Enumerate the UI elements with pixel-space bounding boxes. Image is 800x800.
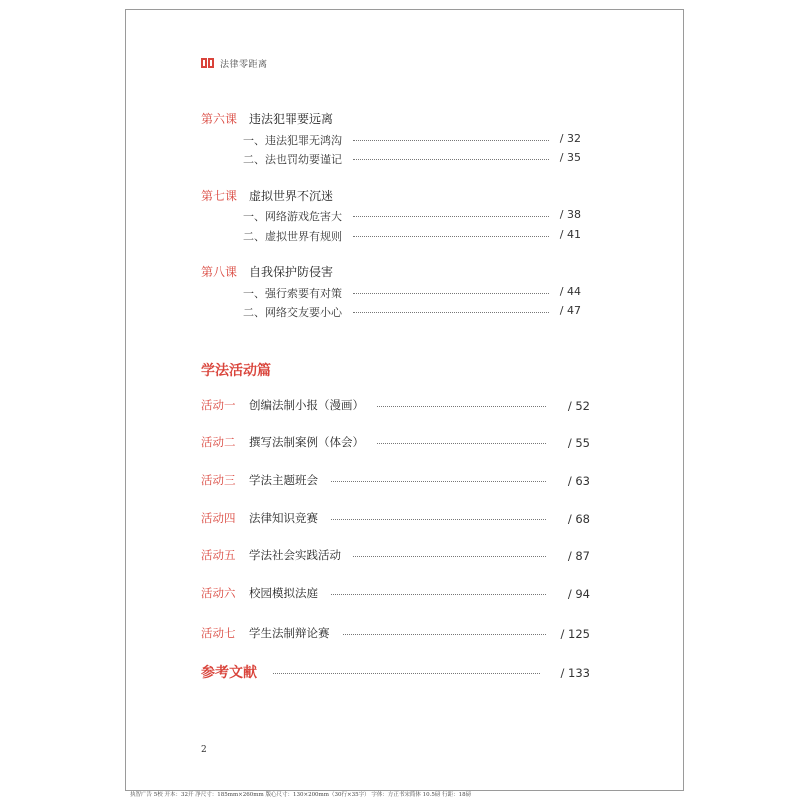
toc-entry[interactable] [243, 304, 581, 320]
activity-entry[interactable] [201, 625, 590, 643]
dot-leader [273, 673, 540, 674]
lesson-number: 第六课 [201, 112, 238, 126]
entry-page: / 35 [559, 151, 581, 164]
activity-number: 活动一 [201, 398, 236, 412]
page-number: 2 [201, 745, 207, 755]
entry-title: 二、虚拟世界有规则 [243, 230, 342, 243]
entry-page: / 47 [559, 304, 581, 317]
activity-title: 学法主题班会 [249, 473, 318, 487]
dot-leader [343, 634, 546, 635]
lesson-title: 自我保护防侵害 [249, 265, 334, 279]
activity-entry[interactable] [201, 472, 590, 490]
lesson-title: 违法犯罪要远离 [249, 112, 334, 126]
section-title: 学法活动篇 [201, 363, 271, 379]
toc-entry[interactable] [243, 151, 581, 167]
references-entry[interactable] [201, 662, 590, 684]
activity-page: / 125 [560, 627, 590, 641]
running-header [201, 56, 268, 70]
dot-leader [353, 159, 549, 160]
activity-page: / 55 [567, 436, 590, 450]
activity-entry[interactable] [201, 585, 590, 603]
dot-leader [353, 236, 549, 237]
activity-page: / 87 [567, 549, 590, 563]
entry-title: 一、强行索要有对策 [243, 287, 342, 300]
activity-page: / 94 [567, 587, 590, 601]
dot-leader [353, 556, 546, 557]
activity-page: / 63 [567, 474, 590, 488]
lesson-heading[interactable] [201, 263, 333, 280]
dot-leader [353, 312, 549, 313]
activity-entry[interactable] [201, 510, 590, 528]
activity-entry[interactable] [201, 397, 590, 415]
toc-entry[interactable] [243, 228, 581, 244]
entry-title: 二、网络交友要小心 [243, 306, 342, 319]
activity-title: 学法社会实践活动 [249, 548, 341, 562]
lesson-heading[interactable] [201, 110, 333, 127]
activity-number: 活动二 [201, 435, 236, 449]
activity-title: 法律知识竞赛 [249, 511, 318, 525]
activity-title: 校园模拟法庭 [249, 586, 318, 600]
entry-page: / 41 [559, 228, 581, 241]
activity-page: / 68 [567, 512, 590, 526]
activity-title: 学生法制辩论赛 [249, 626, 330, 640]
dot-leader [331, 519, 546, 520]
activity-number: 活动三 [201, 473, 236, 487]
activity-number: 活动四 [201, 511, 236, 525]
lesson-number: 第八课 [201, 265, 238, 279]
toc-entry[interactable] [243, 285, 581, 301]
references-page: / 133 [560, 666, 590, 680]
activity-title: 撰写法制案例（体会） [249, 435, 364, 449]
activity-number: 活动七 [201, 626, 236, 640]
activity-number: 活动五 [201, 548, 236, 562]
entry-page: / 38 [559, 208, 581, 221]
header-title: 法律零距离 [220, 59, 268, 70]
entry-title: 二、法也罚幼要谨记 [243, 153, 342, 166]
activity-number: 活动六 [201, 586, 236, 600]
dot-leader [377, 406, 546, 407]
references-title: 参考文献 [201, 665, 257, 681]
dot-leader [377, 443, 546, 444]
entry-title: 一、网络游戏危害大 [243, 210, 342, 223]
dot-leader [353, 216, 549, 217]
dot-leader [353, 293, 549, 294]
toc-entry[interactable] [243, 132, 581, 148]
entry-title: 一、违法犯罪无鸿沟 [243, 134, 342, 147]
activity-title: 创编法制小报（漫画） [249, 398, 364, 412]
book-icon [201, 58, 214, 68]
lesson-title: 虚拟世界不沉迷 [249, 189, 334, 203]
entry-page: / 32 [559, 132, 581, 145]
toc-entry[interactable] [243, 208, 581, 224]
print-spec-footer: 执智广告 5校 开本：32开 净尺寸：185mm×260mm 版心尺寸：130×200mm（30行×35字） 字体：方正书宋简体 10.5磅 行距：18磅 [130, 792, 472, 798]
activity-entry[interactable] [201, 434, 590, 452]
dot-leader [353, 140, 549, 141]
dot-leader [331, 481, 546, 482]
lesson-number: 第七课 [201, 189, 238, 203]
activity-entry[interactable] [201, 547, 590, 565]
dot-leader [331, 594, 546, 595]
lesson-heading[interactable] [201, 187, 333, 204]
entry-page: / 44 [559, 285, 581, 298]
activity-page: / 52 [567, 399, 590, 413]
